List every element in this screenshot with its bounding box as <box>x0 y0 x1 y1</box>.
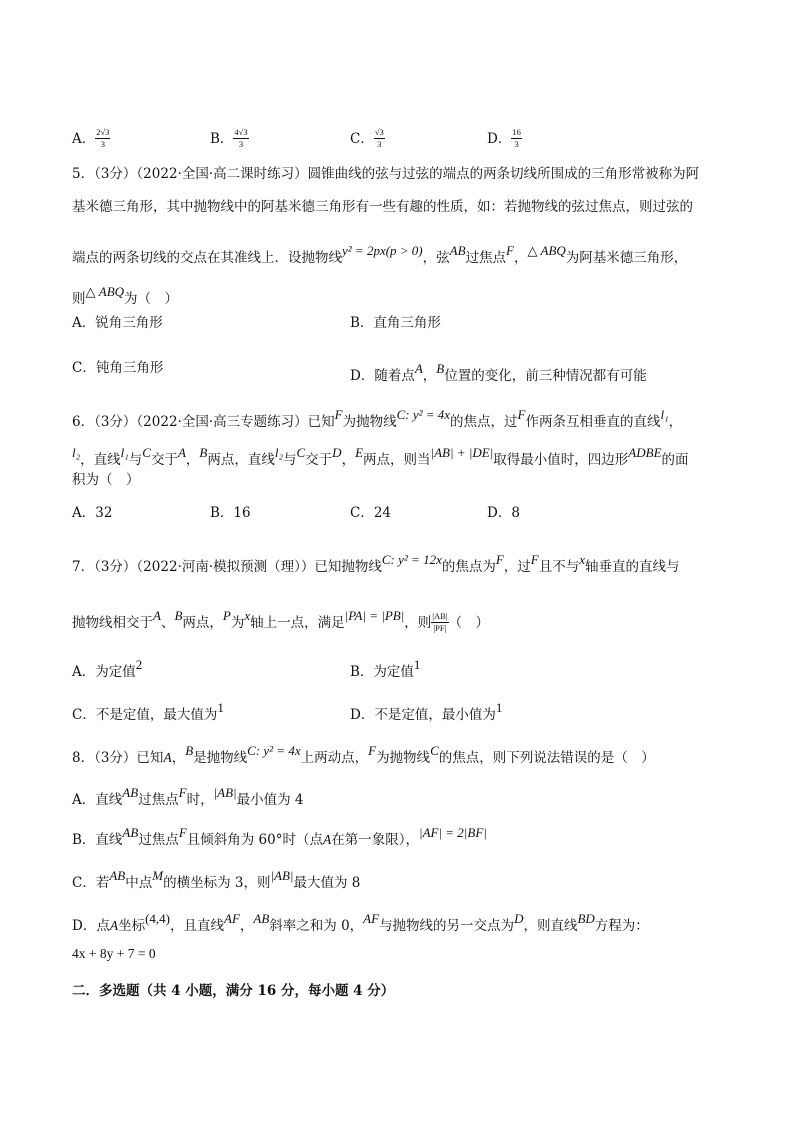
q6-option-c: C．24 <box>350 505 392 521</box>
q5-option-c: C．钝角三角形 <box>72 360 164 376</box>
q7-ratio-fraction: $\frac{|AB|}{|PF|}$ <box>432 611 448 633</box>
q5-option-d: D．随着点A，B位置的变化，前三种情况都有可能 <box>350 361 647 384</box>
q8-option-d-equation: 4x + 8y + 7 = 0 <box>72 946 156 961</box>
q5-stem-line-1: 5．（3分）（2022·全国·高二课时练习）圆锥曲线的弦与过弦的端点的两条切线所围成的三角形常被称为阿 <box>72 166 700 182</box>
q8-option-a: A．直线AB过焦点F时，|AB|最小值为 4 <box>72 785 304 808</box>
q7-option-b: B．为定值1 <box>350 657 421 680</box>
q8-stem: 8．（3分）已知A，B是抛物线C: y² = 4x上两动点，F为抛物线C的焦点，则下列说法错误的是（ ） <box>72 743 655 766</box>
section-heading-multiple-choice: 二．多选题（共 4 小题，满分 16 分，每小题 4 分） <box>72 983 395 999</box>
q5-option-a: A．锐角三角形 <box>72 315 163 331</box>
q8-option-d: D．点A坐标(4,4)，且直线AF，AB斜率之和为 0，AF与抛物线的另一交点为D，则直线BD方程为： <box>72 911 649 934</box>
q6-option-b: B．16 <box>210 505 251 521</box>
q5-option-b: B．直角三角形 <box>350 315 441 331</box>
q6-option-d: D．8 <box>487 505 520 521</box>
q7-option-c: C．不是定值，最大值为1 <box>72 700 224 723</box>
q6-stem-line-3: 积为（ ） <box>72 472 140 488</box>
q7-stem-line-2: 抛物线相交于A、B两点，P为x轴上一点，满足|PA| = |PB|，则 $\frac{|AB|}{|PF|}$ （ ） <box>72 608 490 633</box>
q7-stem-line-1: 7．（3分）（2022·河南·模拟预测（理））已知抛物线C: y² = 12x的焦点为F，过F且不与x轴垂直的直线与 <box>72 552 680 575</box>
q5-stem-line-4: 则△ ABQ为（ ） <box>72 284 179 307</box>
q8-option-c: C．若AB中点M的横坐标为 3，则|AB|最大值为 8 <box>72 868 361 891</box>
q6-stem-line-2: l₂，直线l₁与C交于A，B两点，直线l₂与C交于D，E两点，则当|AB| + |DE|取得最小值时，四边形ADBE的面 <box>72 445 689 468</box>
q4-option-b: B． $\frac{4√3}{3}$ <box>210 127 248 149</box>
q6-stem-line-1: 6．（3分）（2022·全国·高三专题练习）已知F为抛物线C: y² = 4x的焦点，过F作两条互相垂直的直线l₁， <box>72 407 683 430</box>
q7-option-a: A．为定值2 <box>72 657 143 680</box>
q8-option-b: B．直线AB过焦点F且倾斜角为 60°时（点A在第一象限），|AF| = 2|BF| <box>72 825 487 848</box>
q4-option-a: A． $\frac{2√3}{3}$ <box>72 127 110 149</box>
q5-stem-line-3: 端点的两条切线的交点在其准线上．设抛物线y² = 2px(p > 0)，弦AB过焦点F，△ ABQ为阿基米德三角形， <box>72 243 688 266</box>
q5-stem-line-2: 基米德三角形，其中抛物线中的阿基米德三角形有一些有趣的性质，如：若抛物线的弦过焦点，则过弦的 <box>72 199 693 215</box>
q4-option-c: C． $\frac{√3}{3}$ <box>350 127 384 149</box>
q7-option-d: D．不是定值，最小值为1 <box>350 700 503 723</box>
q6-option-a: A．32 <box>72 505 113 521</box>
q4-option-d: D． $\frac{16}{3}$ <box>487 127 521 149</box>
